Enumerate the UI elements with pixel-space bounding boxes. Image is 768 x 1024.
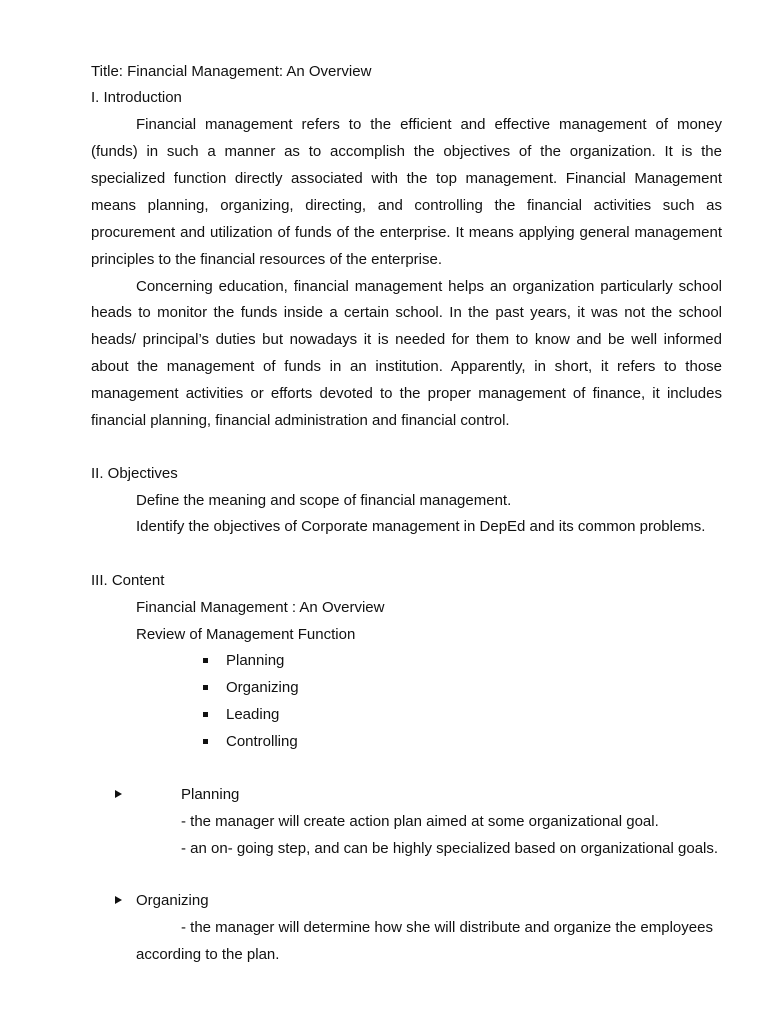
paragraph-line: (funds) in such a manner as to accomplish the objectives of the organization. It is the — [91, 143, 722, 160]
planning-point: - the manager will create action plan aimed at some organizational goal. — [181, 813, 659, 830]
paragraph-line: about the management of funds in an institution. Apparently, in short, it refers to those — [91, 358, 722, 375]
square-bullet-icon — [203, 712, 208, 717]
triangle-bullet-icon — [115, 790, 122, 798]
content-heading: III. Content — [91, 572, 165, 589]
objectives-heading: II. Objectives — [91, 465, 178, 482]
paragraph-line: heads to monitor the funds inside a certain school. In the past years, it was not the school — [91, 304, 722, 321]
list-item-label: Organizing — [226, 679, 299, 696]
paragraph-line: heads/ principal’s duties but nowadays it is needed for them to know and be well informed — [91, 331, 722, 348]
content-topic: Review of Management Function — [136, 626, 356, 643]
objective-item: Define the meaning and scope of financial management. — [136, 492, 512, 509]
paragraph-line: management activities or efforts devoted to the proper management of finance, it includes — [91, 385, 722, 402]
list-item-label: Controlling — [226, 733, 298, 750]
paragraph-line: principles to the financial resources of the enterprise. — [91, 251, 443, 268]
organizing-text: - the manager will determine how she will distribute and organize the employees — [181, 919, 713, 936]
square-bullet-icon — [203, 658, 208, 663]
list-item-label: Planning — [226, 652, 285, 669]
triangle-bullet-icon — [115, 896, 122, 904]
paragraph-line: Concerning education, financial management helps an organization particularly school — [136, 278, 722, 295]
organizing-text: according to the plan. — [136, 946, 280, 963]
planning-point: - an on- going step, and can be highly specialized based on organizational goals. — [181, 840, 719, 857]
square-bullet-icon — [203, 685, 208, 690]
paragraph-line: Financial management refers to the efficient and effective management of money — [136, 116, 722, 133]
document-title: Title: Financial Management: An Overview — [91, 63, 372, 80]
paragraph-line: specialized function directly associated with the top management. Financial Management — [91, 170, 722, 187]
square-bullet-icon — [203, 739, 208, 744]
organizing-heading: Organizing — [136, 892, 209, 909]
intro-heading: I. Introduction — [91, 89, 182, 106]
paragraph-line: means planning, organizing, directing, and controlling the financial activities such as — [91, 197, 722, 214]
list-item-label: Leading — [226, 706, 280, 723]
content-topic: Financial Management : An Overview — [136, 599, 385, 616]
objective-item: Identify the objectives of Corporate management in DepEd and its common problems. — [136, 518, 706, 535]
paragraph-line: procurement and utilization of funds of the enterprise. It means applying general management — [91, 224, 722, 241]
paragraph-line: financial planning, financial administration and financial control. — [91, 412, 510, 429]
planning-heading: Planning — [181, 786, 240, 803]
